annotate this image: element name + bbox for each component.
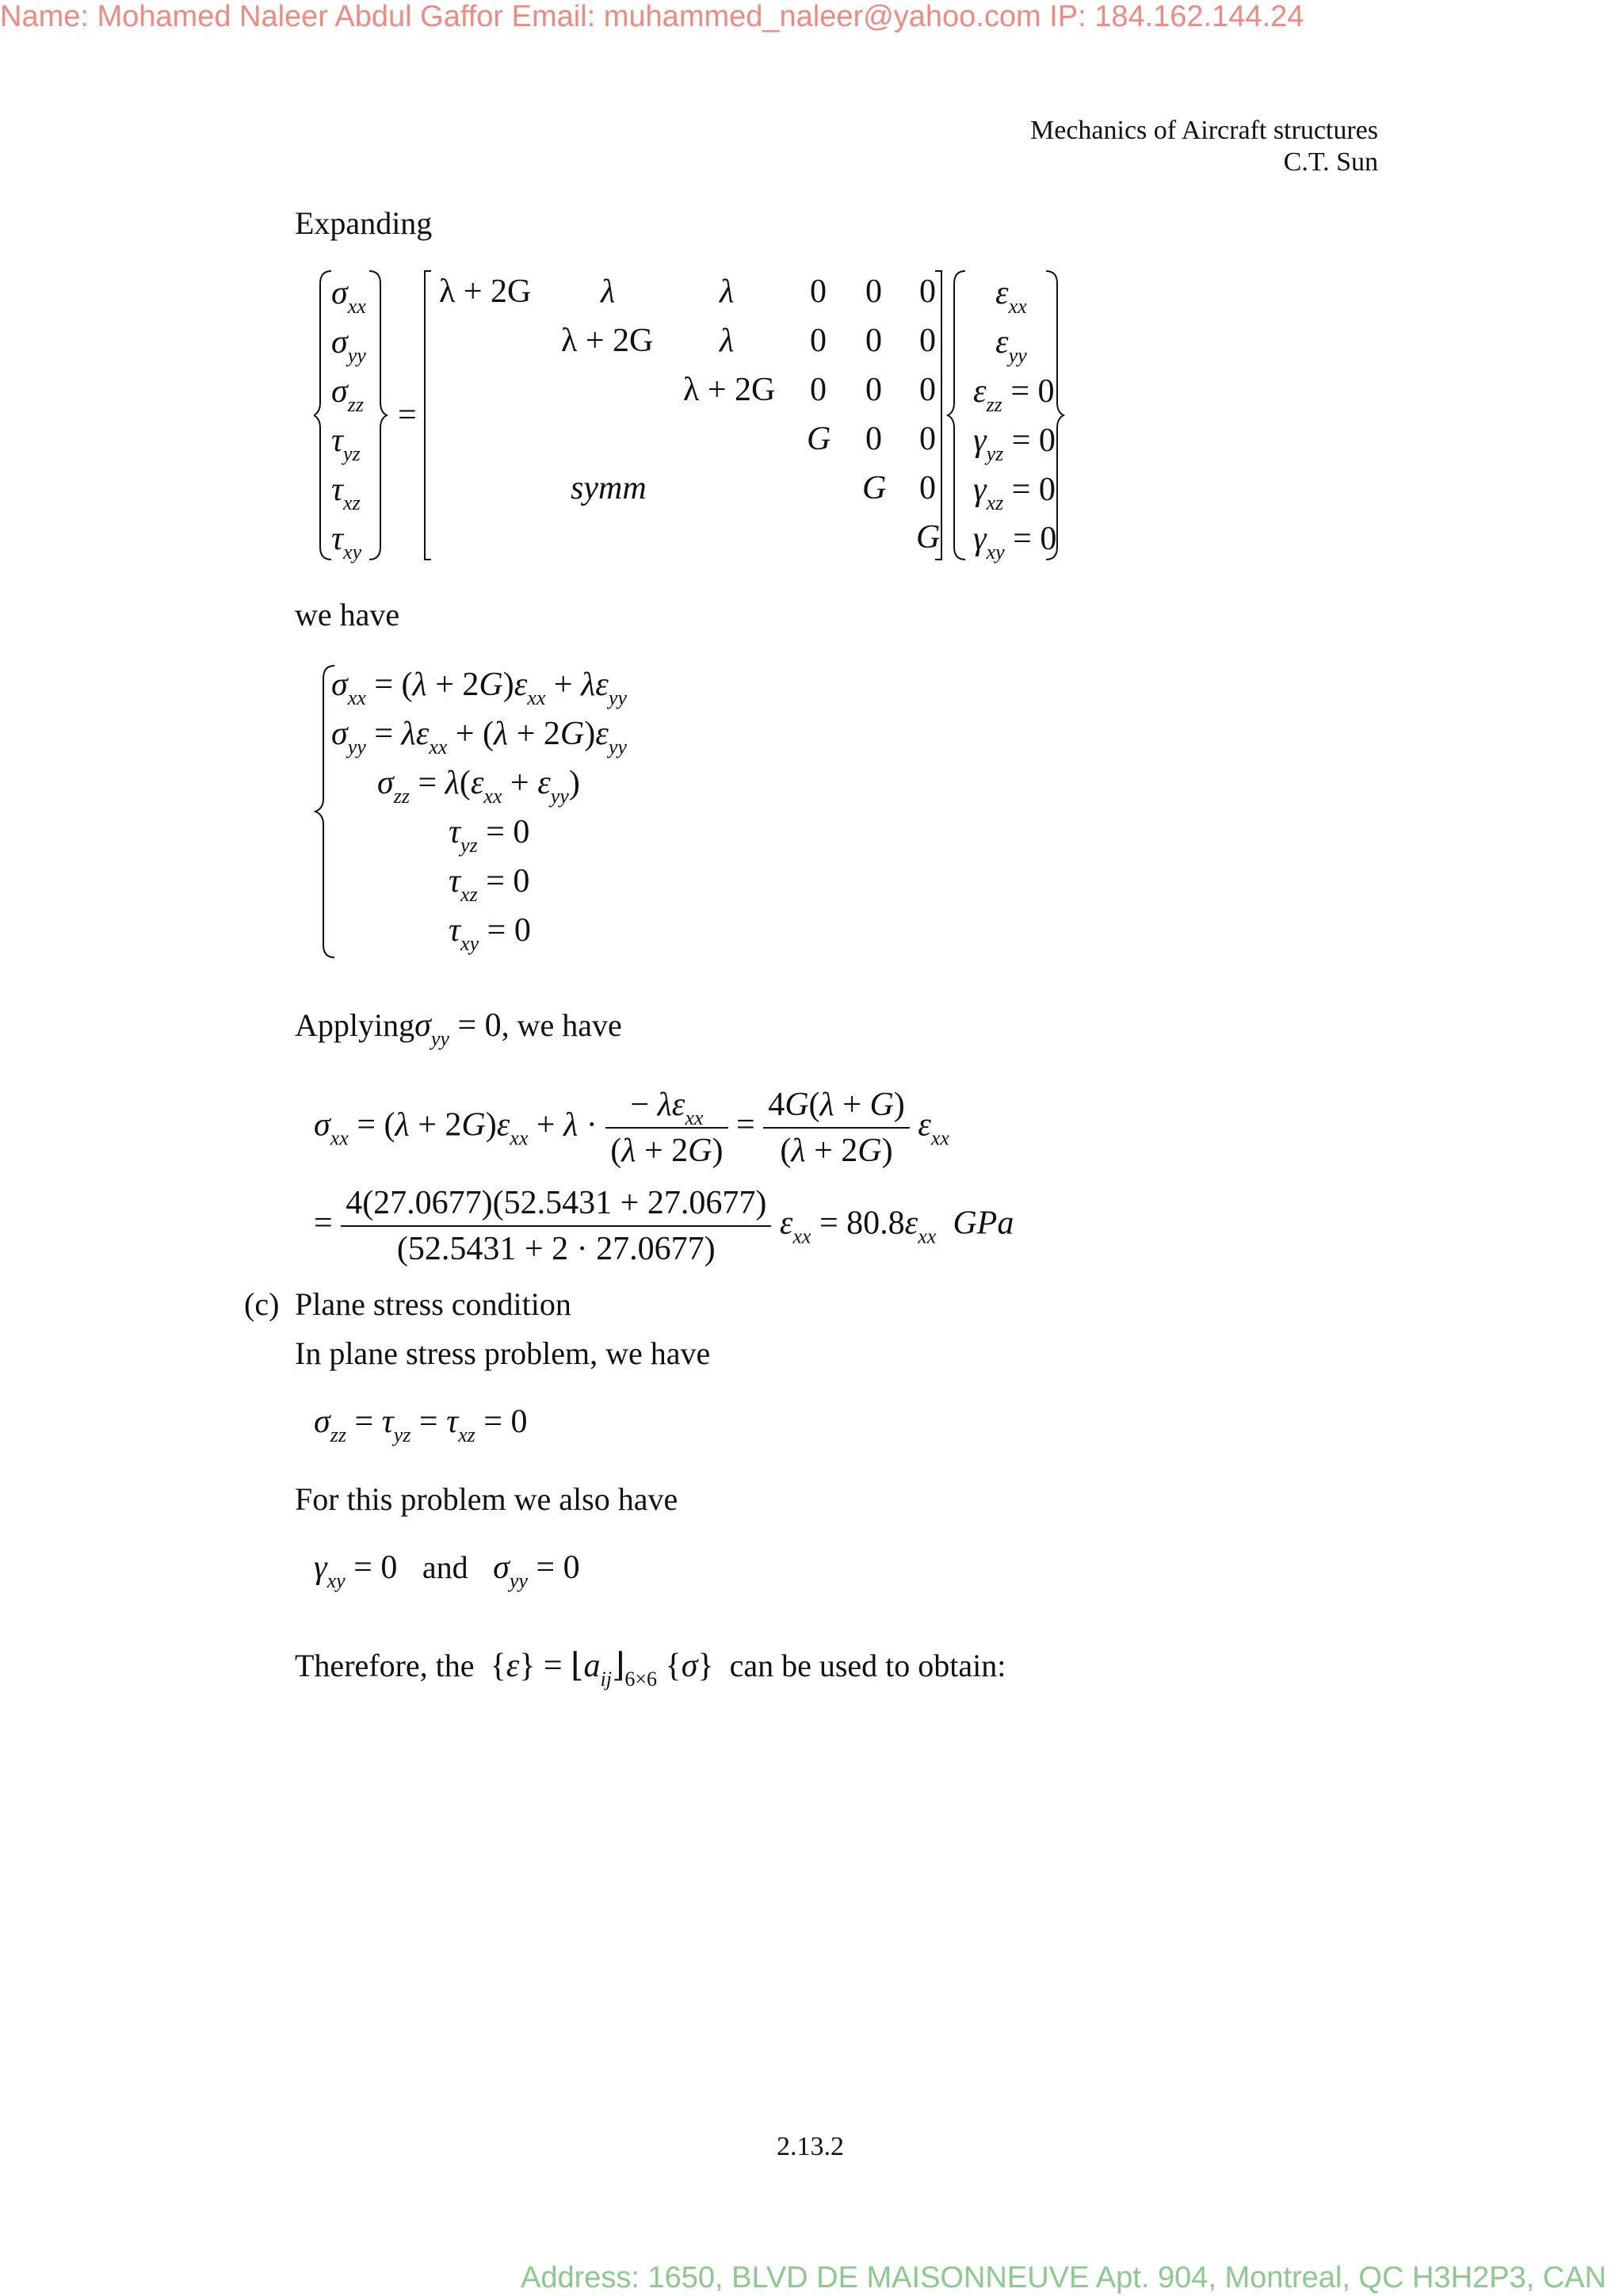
sigma-xx: $\sigma_{xx}$ xyxy=(331,275,366,318)
eq-sigma-xx: $\sigma_{xx} = (\lambda + 2G)\varepsilon_{xx} + \lambda\varepsilon_{yy}$ xyxy=(331,667,627,709)
plane-stress-intro: In plane stress problem, we have xyxy=(295,1335,711,1371)
eps-yy: $\varepsilon_{yy}$ xyxy=(995,324,1027,367)
section-label: (c) xyxy=(244,1286,280,1322)
gamma-xz-zero: $\gamma_{xz} = 0$ xyxy=(973,472,1056,514)
matrix-cell: G xyxy=(807,421,831,457)
eq-tau-xy: $\tau_{xy} = 0$ xyxy=(449,912,531,955)
header-title: Mechanics of Aircraft structures xyxy=(1030,116,1378,145)
sigma-zz: $\sigma_{zz}$ xyxy=(331,373,364,416)
matrix-cell: 0 xyxy=(865,273,882,310)
tau-yz: $\tau_{yz}$ xyxy=(331,422,361,465)
matrix-cell: G xyxy=(916,519,941,556)
matrix-cell: λ xyxy=(601,273,616,310)
and-word: and xyxy=(422,1549,468,1585)
applying-post: , we have xyxy=(501,1007,622,1043)
therefore-line: Therefore, the $\{\varepsilon\} = ⌊a_{ij}⌋_{6\times 6}$ {σ} can be used to obtain: xyxy=(295,1648,1006,1690)
sigma-xx-numeric: = $\frac{4(27.0677)(52.5431 + 27.0677)}{(52.5431 + 2 \cdot 27.0677)}$ $\varepsilon_{xx} = 80.8\varepsilon_{xx}$ GPa xyxy=(314,1185,1014,1267)
numeric-denominator: (52.5431 + 2 · 27.0677) xyxy=(396,1231,716,1267)
therefore-post: can be used to obtain: xyxy=(729,1648,1006,1683)
applying-line: Applyingσ$_{yy}$ = 0, we have xyxy=(295,1007,622,1050)
expanding-label: Expanding xyxy=(295,205,433,241)
matrix-cell: 0 xyxy=(919,323,936,359)
matrix-cell: 0 xyxy=(810,372,827,408)
numeric-numerator: 4(27.0677)(52.5431 + 27.0677) xyxy=(341,1184,771,1227)
tau-xz: $\tau_{xz}$ xyxy=(331,472,361,514)
gamma-yz-zero: $\gamma_{yz} = 0$ xyxy=(973,422,1056,465)
matrix-cell: 0 xyxy=(919,273,936,310)
matrix-cell: λ + 2G xyxy=(561,323,654,359)
matrix-cell: 0 xyxy=(919,421,936,457)
we-have-label: we have xyxy=(295,597,400,632)
matrix-cell: 0 xyxy=(810,323,827,359)
matrix-symm-label: symm xyxy=(571,470,647,506)
plane-stress-equation: $\sigma_{zz} = \tau_{yz} = \tau_{xz} = 0$ xyxy=(314,1404,528,1446)
extra-conditions: $\gamma_{xy} = 0$ and $\sigma_{yy} = 0$ xyxy=(314,1549,580,1592)
matrix-cell: λ + 2G xyxy=(439,273,532,310)
eps-xx: $\varepsilon_{xx}$ xyxy=(995,275,1027,318)
matrix-cell: G xyxy=(862,470,887,506)
system-brace xyxy=(314,663,346,961)
result-value: 80.8 xyxy=(846,1205,905,1242)
section-title: Plane stress condition xyxy=(295,1286,571,1322)
matrix-cell: 0 xyxy=(919,372,936,408)
eq-tau-xz: $\tau_{xz} = 0$ xyxy=(449,863,530,906)
sigma-yy: $\sigma_{yy}$ xyxy=(331,324,366,367)
eq-tau-yz: $\tau_{yz} = 0$ xyxy=(449,814,530,857)
therefore-pre: Therefore, the xyxy=(295,1648,475,1683)
gamma-xy-zero: $\gamma_{xy} = 0$ xyxy=(973,521,1057,563)
watermark-bottom: Address: 1650, BLVD DE MAISONNEUVE Apt. 904, Montreal, QC H3H2P3, CAN xyxy=(521,2261,1606,2294)
matrix-cell: λ xyxy=(720,323,735,359)
tau-xy: $\tau_{xy}$ xyxy=(331,521,362,563)
eps-zz-zero: $\varepsilon_{zz} = 0$ xyxy=(973,373,1055,416)
equals-sign: = xyxy=(398,397,417,434)
page-number: 2.13.2 xyxy=(777,2132,844,2161)
matrix-cell: λ + 2G xyxy=(683,372,776,408)
eq-sigma-yy: $\sigma_{yy} = \lambda\varepsilon_{xx} + (\lambda + 2G)\varepsilon_{yy}$ xyxy=(331,716,627,758)
applying-pre: Applying xyxy=(295,1007,415,1043)
eq-sigma-zz: $\sigma_{zz} = \lambda(\varepsilon_{xx} + \varepsilon_{yy})$ xyxy=(377,765,580,808)
matrix-cell: λ xyxy=(720,273,735,310)
matrix-cell: 0 xyxy=(919,470,936,506)
matrix-cell: 0 xyxy=(865,323,882,359)
watermark-top: Name: Mohamed Naleer Abdul Gaffor Email: muhammed_naleer@yahoo.com IP: 184.162.144.24 xyxy=(0,0,1304,33)
header-author: C.T. Sun xyxy=(1283,147,1378,177)
matrix-cell: 0 xyxy=(865,421,882,457)
matrix-cell: 0 xyxy=(810,273,827,310)
sigma-xx-derivation: $\sigma_{xx} = (\lambda + 2G)\varepsilon_{xx} + \lambda$ · $\frac{- \lambda\varepsilon_{xx}}{(\lambda + 2G)}$ = $\frac{4G(\lambda + G)}{(\lambda + 2G)}$ $\varepsilon_{xx}$ xyxy=(314,1087,949,1169)
also-have-label: For this problem we also have xyxy=(295,1481,678,1517)
result-unit: GPa xyxy=(953,1205,1014,1242)
matrix-cell: 0 xyxy=(865,372,882,408)
